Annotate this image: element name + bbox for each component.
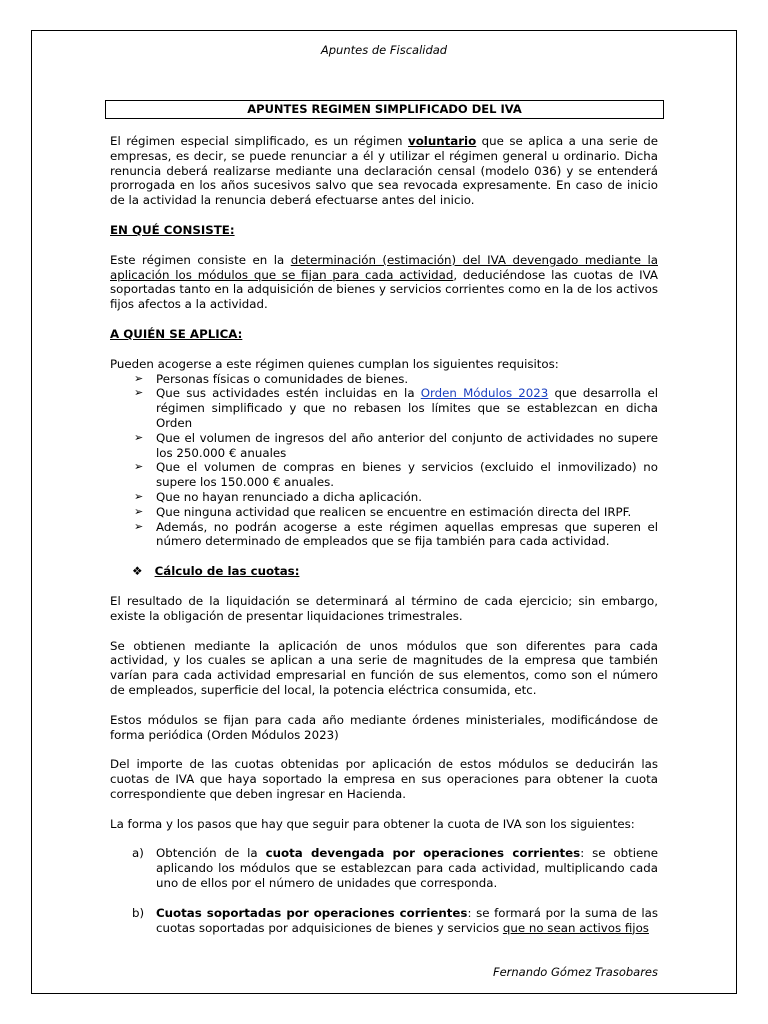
list-item: ➢ Que el volumen de compras en bienes y servicios (excluido el inmovilizado) no supere los 150.000 € anuales. [134,460,658,490]
intro-paragraph: El régimen especial simplificado, es un régimen voluntario que se aplica a una serie de empresas, es decir, se puede renunciar a él y utilizar el régimen general u ordinario. Dicha renuncia deberá realizarse mediante una declaración censal (modelo 036) y se entenderá prorrogada en los años sucesivos salvo que sea revocada expresamente. En caso de inicio de la actividad la renuncia deberá efectuarse antes del inicio. [110,134,659,208]
arrow-bullet-icon: ➢ [134,519,144,533]
page-header: Apuntes de Fiscalidad [320,43,448,57]
requirements-lead: Pueden acogerse a este régimen quienes cumplan los siguientes requisitos: [110,356,559,371]
list-item: b) Cuotas soportadas por operaciones corrientes: se formará por la suma de las cuotas soportadas por adquisiciones de bienes y servicios que no sean activos fijos [132,905,658,935]
section-heading-calculo: ❖ Cálculo de las cuotas: [132,564,300,579]
arrow-bullet-icon: ➢ [134,386,144,400]
list-item: ➢ Que sus actividades estén incluidas en la Orden Módulos 2023 que desarrolla el régimen simplificado y que no rebasen los límites que se establezcan en dicha Orden [134,386,658,430]
steps-list [110,846,658,935]
document-title: APUNTES REGIMEN SIMPLIFICADO DEL IVA [105,100,664,119]
section-heading-consiste: EN QUÉ CONSISTE: [110,222,235,237]
consiste-paragraph: Este régimen consiste en la determinación (estimación) del IVA devengado mediante la aplicación los módulos que se fijan para cada actividad, deduciéndose las cuotas de IVA soportadas tanto en la adquisición de bienes y servicios corrientes como en la de los activos fijos afectos a la actividad. [110,252,659,312]
voluntario-emphasis: voluntario [408,134,477,148]
requirements-list [110,372,658,550]
list-item: ➢ Que el volumen de ingresos del año anterior del conjunto de actividades no supere los 250.000 € anuales [134,430,658,460]
arrow-bullet-icon: ➢ [134,460,144,474]
calculo-paragraph-4: Del importe de las cuotas obtenidas por aplicación de estos módulos se deducirán las cuotas de IVA que haya soportado la empresa en sus operaciones para obtener la cuota correspondiente que deben ingresar en Hacienda. [110,757,658,801]
arrow-bullet-icon: ➢ [134,504,144,518]
list-item: ➢ Que no hayan renunciado a dicha aplicación. [134,489,422,504]
calculo-paragraph-3: Estos módulos se fijan para cada año mediante órdenes ministeriales, modificándose de forma periódica (Orden Módulos 2023) [110,712,658,742]
arrow-bullet-icon: ➢ [134,371,144,385]
diamond-bullet-icon: ❖ [132,564,143,579]
calculo-paragraph-1: El resultado de la liquidación se determinará al término de cada ejercicio; sin embargo, existe la obligación de presentar liquidaciones trimestrales. [110,593,658,623]
arrow-bullet-icon: ➢ [134,430,144,444]
list-item: a) Obtención de la cuota devengada por operaciones corrientes: se obtiene aplicando los módulos que se establezcan para cada actividad, multiplicando cada uno de ellos por el número de unidades que corresponda. [132,846,658,891]
calculo-paragraph-5: La forma y los pasos que hay que seguir para obtener la cuota de IVA son los siguientes: [110,816,635,831]
list-item: ➢ Que ninguna actividad que realicen se encuentre en estimación directa del IRPF. [134,504,632,519]
orden-modulos-link[interactable]: Orden Módulos 2023 [420,386,549,401]
document-body [110,100,658,935]
page-footer: Fernando Gómez Trasobares [492,965,658,979]
list-item: ➢ Personas físicas o comunidades de bienes. [134,371,409,386]
arrow-bullet-icon: ➢ [134,489,144,503]
calculo-paragraph-2: Se obtienen mediante la aplicación de unos módulos que son diferentes para cada actividad, y los cuales se aplican a una serie de magnitudes de la empresa que también varían para cada actividad empresarial en función de sus elementos, como son el número de empleados, superficie del local, la potencia eléctrica consumida, etc. [110,638,658,697]
section-heading-aplica: A QUIÉN SE APLICA: [110,326,243,341]
list-item: ➢ Además, no podrán acogerse a este régimen aquellas empresas que superen el número determinado de empleados que se fija también para cada actividad. [134,519,658,549]
